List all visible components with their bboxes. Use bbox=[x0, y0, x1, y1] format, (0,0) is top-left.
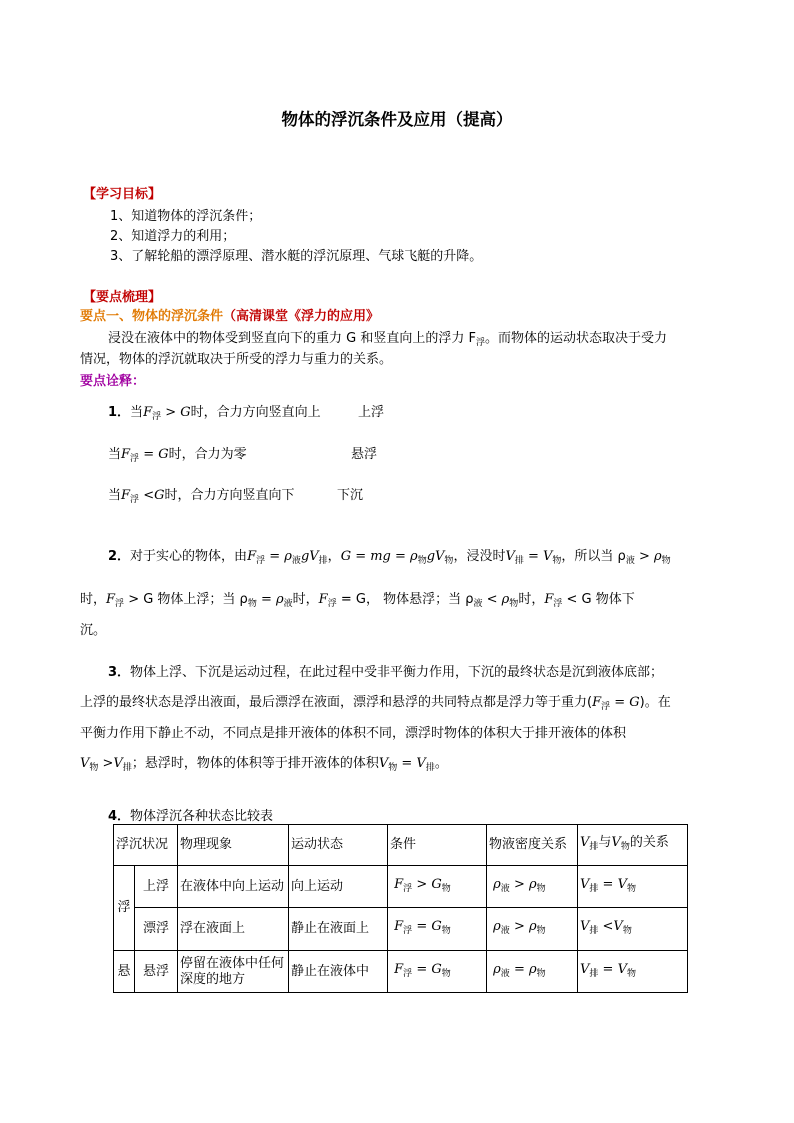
table-row bbox=[114, 866, 688, 908]
intro-line-2: 情况，物体的浮沉就取决于所受的浮力与重力的关系。 bbox=[80, 352, 393, 367]
cell-condition bbox=[388, 908, 487, 951]
cell-phenomenon: 浮在液面上 bbox=[178, 908, 289, 951]
intro-line-1 bbox=[108, 327, 667, 348]
rule2-line1 bbox=[108, 545, 671, 566]
v-sub: 排 bbox=[589, 883, 599, 894]
rule1-row1 bbox=[108, 401, 321, 422]
cell-state: 上浮 bbox=[135, 866, 178, 908]
rule3-line4 bbox=[80, 752, 448, 773]
rule3-l4-v: V bbox=[80, 756, 90, 771]
rule2-l2-sub-ye2: 液 bbox=[473, 599, 483, 609]
th-sub2: 物 bbox=[620, 842, 630, 852]
point1-heading bbox=[80, 305, 379, 324]
c-sub2: 物 bbox=[441, 926, 451, 936]
rule1-row2-f: F bbox=[121, 447, 131, 462]
c-sub: 浮 bbox=[403, 926, 413, 936]
rule2-v: V bbox=[505, 549, 515, 564]
v-sub2: 物 bbox=[622, 926, 632, 936]
rule1-row3-f: F bbox=[121, 488, 131, 503]
c-sub2: 物 bbox=[441, 883, 451, 894]
d-sub2: 物 bbox=[536, 926, 546, 936]
table-caption-text: 物体浮沉各种状态比较表 bbox=[130, 809, 274, 824]
cell-phenomenon: 在液体中向上运动 bbox=[178, 866, 289, 908]
cell-density bbox=[487, 908, 578, 951]
rule3-l4-gt: >V bbox=[98, 756, 123, 771]
cell-volume bbox=[578, 951, 688, 993]
v-sub2: 物 bbox=[626, 968, 636, 979]
d-sub: 液 bbox=[500, 968, 510, 979]
cell-density bbox=[487, 951, 578, 993]
v-op: = V bbox=[598, 961, 627, 977]
th-motion: 运动状态 bbox=[289, 825, 388, 866]
rule1-f: F bbox=[143, 405, 153, 420]
cell-volume bbox=[578, 866, 688, 908]
d-op: = ρ bbox=[509, 961, 537, 977]
rule2-l2-sub-ye: 液 bbox=[283, 599, 293, 609]
rule3-l4-sub: 物 bbox=[89, 763, 99, 773]
rule2-l2-sub-wu2: 物 bbox=[509, 599, 519, 609]
explain-header: 要点诠释： bbox=[80, 374, 146, 389]
th-rel: 的关系 bbox=[629, 835, 669, 850]
rule2-sub-ye: 液 bbox=[291, 556, 301, 566]
rule2-sub-fu: 浮 bbox=[256, 556, 266, 566]
cell-motion: 静止在液体中 bbox=[289, 951, 388, 993]
point1-source: （高清课堂《浮力的应用》 bbox=[223, 309, 380, 324]
cell-volume bbox=[578, 908, 688, 951]
c-f: F bbox=[394, 919, 404, 934]
rule3-l4-sub2: 排 bbox=[122, 763, 132, 773]
rule3-l4-eq: = V bbox=[397, 756, 426, 771]
rule2-sub-pai: 排 bbox=[318, 556, 328, 566]
rule2-eq2: G = mg = ρ bbox=[340, 549, 418, 564]
v-sub2: 物 bbox=[626, 883, 636, 894]
d-rho: ρ bbox=[493, 919, 501, 934]
rule1-row3-dang: 当 bbox=[108, 488, 122, 503]
v-op: = V bbox=[598, 876, 627, 892]
rule2-l2-d: 时， bbox=[518, 592, 545, 607]
rule1-row2-op: = G bbox=[139, 447, 169, 462]
v-v: V bbox=[580, 919, 590, 934]
rule2-sub-wu3: 物 bbox=[552, 556, 562, 566]
th-v1: V bbox=[580, 835, 590, 850]
rule3-l2-b: )。在 bbox=[639, 695, 671, 710]
rule2-l2-f2: F bbox=[318, 592, 328, 607]
th-density: 物液密度关系 bbox=[487, 825, 578, 866]
rule2-l2-sub: 浮 bbox=[115, 599, 125, 609]
goal-item-3: 3、了解轮船的漂浮原理、潜水艇的浮沉原理、气球飞艇的升降。 bbox=[110, 249, 483, 264]
rule1-row3 bbox=[108, 484, 295, 505]
rule2-gt-rho: > ρ bbox=[634, 549, 662, 564]
rule2-l2-sub2: 浮 bbox=[327, 599, 337, 609]
rule2-text-a: 对于实心的物体，由 bbox=[130, 549, 248, 564]
rule3-l2-eqg: = G bbox=[610, 695, 640, 710]
rule1-sub: 浮 bbox=[152, 412, 162, 422]
c-sub: 浮 bbox=[403, 883, 413, 894]
rule3-line1 bbox=[108, 661, 663, 680]
cell-density bbox=[487, 866, 578, 908]
rule2-text-b: ，浸没时 bbox=[453, 549, 506, 564]
rule1-num: 1． bbox=[108, 405, 131, 420]
rule2-l2-f3: F bbox=[544, 592, 554, 607]
table-row bbox=[114, 951, 688, 993]
group-suspend: 悬 bbox=[114, 951, 135, 993]
d-op: > ρ bbox=[509, 876, 537, 892]
rule3-l2-f: F bbox=[592, 695, 602, 710]
goals-header: 【学习目标】 bbox=[83, 187, 162, 202]
rule2-sub-ye2: 液 bbox=[625, 556, 635, 566]
c-op: > G bbox=[412, 876, 442, 892]
d-sub2: 物 bbox=[536, 883, 546, 894]
table-caption bbox=[108, 805, 273, 824]
group-float: 浮 bbox=[114, 866, 135, 951]
rule3-l2-a: 上浮的最终状态是浮出液面，最后漂浮在液面，漂浮和悬浮的共同特点都是浮力等于重力( bbox=[80, 695, 593, 710]
rule3-l4-b: 。 bbox=[434, 756, 448, 771]
th-condition: 条件 bbox=[388, 825, 487, 866]
th-v2: V bbox=[611, 835, 621, 850]
intro-sub: 浮 bbox=[475, 338, 485, 348]
rule3-line2 bbox=[80, 691, 671, 712]
rule2-l2-c: = G， 物体悬浮；当 ρ bbox=[336, 592, 474, 607]
cell-motion: 向上运动 bbox=[289, 866, 388, 908]
th-volume bbox=[578, 825, 688, 866]
table-row bbox=[114, 908, 688, 951]
goal-item-2: 2、知道浮力的利用； bbox=[110, 229, 236, 244]
d-sub2: 物 bbox=[536, 968, 546, 979]
c-f: F bbox=[394, 961, 404, 977]
page-title: 物体的浮沉条件及应用（提高） bbox=[281, 110, 513, 129]
d-op: > ρ bbox=[509, 919, 537, 934]
rule2-sub-wu4: 物 bbox=[661, 556, 671, 566]
th-yu: 与 bbox=[598, 835, 612, 850]
cell-phenomenon: 停留在液体中任何深度的地方 bbox=[178, 951, 289, 993]
rule2-line3: 沉。 bbox=[80, 623, 107, 638]
goal-item-1: 1、知道物体的浮沉条件； bbox=[110, 209, 262, 224]
rule1-op: > G bbox=[161, 405, 191, 420]
rule2-comma: ， bbox=[327, 549, 341, 564]
cell-condition bbox=[388, 951, 487, 993]
v-v: V bbox=[580, 876, 590, 892]
th-state: 浮沉状况 bbox=[114, 825, 178, 866]
c-op: = G bbox=[412, 961, 442, 977]
cell-condition bbox=[388, 866, 487, 908]
cell-state: 漂浮 bbox=[135, 908, 178, 951]
rule2-l2-b: 时， bbox=[292, 592, 319, 607]
table-header-row bbox=[114, 825, 688, 866]
d-rho: ρ bbox=[493, 961, 501, 977]
rule1-row3-op: <G bbox=[139, 488, 165, 503]
rule2-l2-lt: < ρ bbox=[482, 592, 510, 607]
rule1-row3-state: 下沉 bbox=[337, 488, 364, 503]
rule1-row2 bbox=[108, 443, 247, 464]
point1-title: 要点一、物体的浮沉条件 bbox=[80, 309, 224, 324]
rule2-f: F bbox=[247, 549, 257, 564]
rule2-text-c: ，所以当 ρ bbox=[561, 549, 626, 564]
rule2-l2-sub-wu: 物 bbox=[247, 599, 257, 609]
rule2-l2-eq: = ρ bbox=[256, 592, 284, 607]
table-caption-num: 4． bbox=[108, 809, 131, 824]
rule2-l2-f: F bbox=[106, 592, 116, 607]
intro-text-b: 。而物体的运动状态取决于受力 bbox=[484, 331, 667, 346]
rule1-dang: 当 bbox=[130, 405, 144, 420]
rule3-l4-sub4: 排 bbox=[425, 763, 435, 773]
cell-motion: 静止在液面上 bbox=[289, 908, 388, 951]
rule2-sub-wu: 物 bbox=[417, 556, 427, 566]
c-sub: 浮 bbox=[403, 968, 413, 979]
rule2-sub-wu2: 物 bbox=[444, 556, 454, 566]
rule2-l2-a: > G 物体上浮；当 ρ bbox=[124, 592, 248, 607]
rule2-gv: gV bbox=[300, 549, 319, 564]
rule3-line3: 平衡力作用下静止不动，不同点是排开液体的体积不同，漂浮时物体的体积大于排开液体的体积 bbox=[80, 726, 627, 741]
rule3-num: 3． bbox=[108, 665, 131, 680]
rule3-l4-v2: V bbox=[378, 756, 389, 771]
c-op: = G bbox=[412, 919, 442, 934]
v-sub: 排 bbox=[589, 968, 599, 979]
d-sub: 液 bbox=[500, 883, 510, 894]
intro-text-a: 浸没在液体中的物体受到竖直向下的重力 G 和竖直向上的浮力 F bbox=[108, 331, 476, 346]
th-sub1: 排 bbox=[589, 842, 599, 852]
th-phenomenon: 物理现象 bbox=[178, 825, 289, 866]
rule2-sub-pai2: 排 bbox=[514, 556, 524, 566]
rule2-l2-e: < G 物体下 bbox=[562, 592, 635, 607]
rule2-gv2: gV bbox=[426, 549, 445, 564]
c-sub2: 物 bbox=[441, 968, 451, 979]
rule2-num: 2． bbox=[108, 549, 131, 564]
rule2-line2 bbox=[80, 588, 635, 609]
rule3-l2-sub: 浮 bbox=[601, 702, 611, 712]
rule3-l4-sub3: 物 bbox=[388, 763, 398, 773]
v-op: <V bbox=[598, 919, 623, 934]
c-f: F bbox=[394, 876, 404, 892]
v-v: V bbox=[580, 961, 590, 977]
rule1-row2-dang: 当 bbox=[108, 447, 122, 462]
rule1-row2-sub: 浮 bbox=[130, 454, 140, 464]
rule1-row3-text: 时，合力方向竖直向下 bbox=[164, 488, 295, 503]
rule2-veq: = V bbox=[523, 549, 553, 564]
d-rho: ρ bbox=[493, 876, 501, 892]
rule2-l2-shi: 时， bbox=[80, 592, 107, 607]
rule2-eq1: = ρ bbox=[265, 549, 292, 564]
v-sub: 排 bbox=[589, 926, 599, 936]
key-header: 【要点梳理】 bbox=[83, 290, 162, 305]
comparison-table bbox=[113, 824, 688, 993]
rule3-line1-text: 物体上浮、下沉是运动过程，在此过程中受非平衡力作用，下沉的最终状态是沉到液体底部； bbox=[130, 665, 664, 680]
rule1-row1-text: 时，合力方向竖直向上 bbox=[190, 405, 321, 420]
rule2-l2-sub3: 浮 bbox=[553, 599, 563, 609]
d-sub: 液 bbox=[500, 926, 510, 936]
rule1-row3-sub: 浮 bbox=[130, 495, 140, 505]
rule1-row2-state: 悬浮 bbox=[351, 447, 378, 462]
rule3-l4-a: ；悬浮时，物体的体积等于排开液体的体积 bbox=[131, 756, 379, 771]
rule1-row2-text: 时，合力为零 bbox=[168, 447, 247, 462]
rule1-row1-state: 上浮 bbox=[358, 405, 385, 420]
cell-state: 悬浮 bbox=[135, 951, 178, 993]
